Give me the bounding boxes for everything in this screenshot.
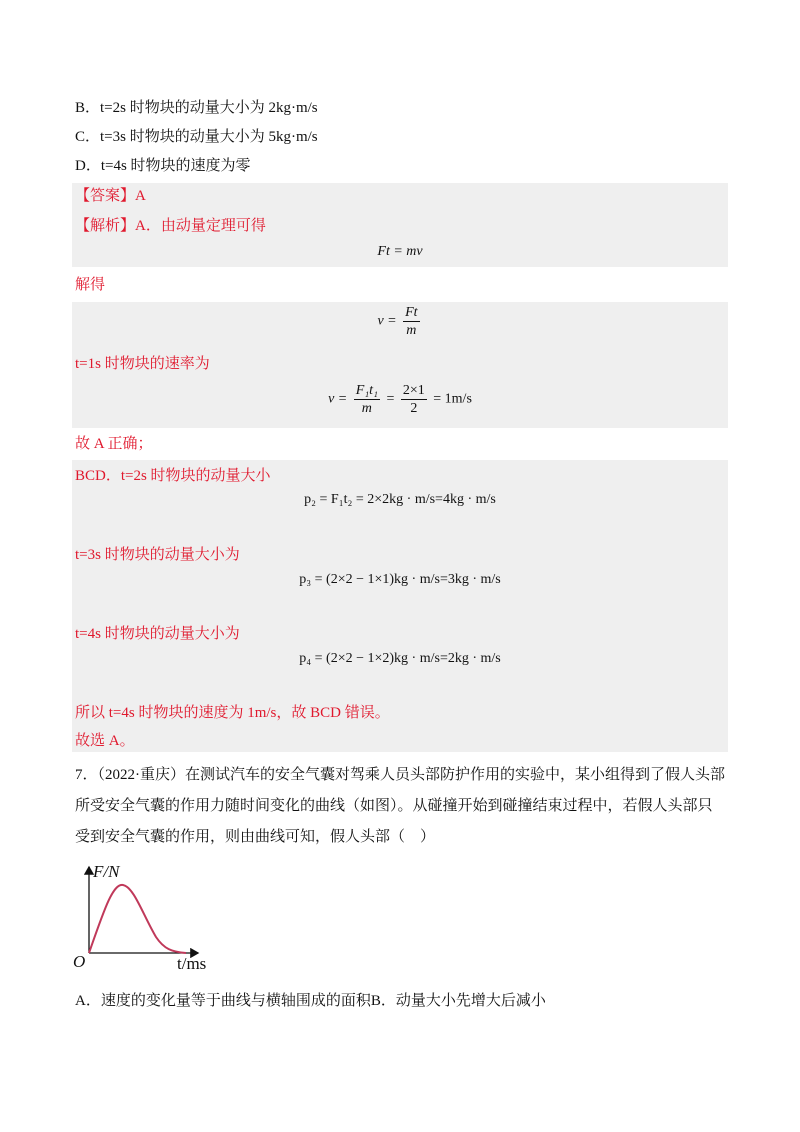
bcd-intro: BCD．t=2s 时物块的动量大小 (75, 468, 271, 484)
equation-p4: p₄ = (2×2 − 1×2)kg · m/s=2kg · m/s (299, 651, 501, 666)
equation-v-ft-over-m: v = $\frac{Ft}{m}$ (377, 305, 418, 338)
force-curve (89, 885, 186, 953)
origin-label: O (73, 952, 86, 971)
analysis-intro: 【解析】A．由动量定理可得 (75, 218, 266, 234)
option-b-text: B．动量大小先增大后减小 (370, 993, 546, 1009)
jiede-label: 解得 (75, 277, 106, 293)
force-time-graph (68, 855, 218, 975)
t1-text: t=1s 时物块的速率为 (75, 356, 210, 372)
answer-label: 【答案】A (75, 188, 146, 204)
equation-p3: p₃ = (2×2 − 1×1)kg · m/s=3kg · m/s (299, 572, 501, 587)
option-a-text: A．速度的变化量等于曲线与横轴围成的面积 (75, 993, 371, 1009)
option-b: B．t=2s 时物块的动量大小为 2kg·m/s (75, 100, 318, 116)
conclusion: 所以 t=4s 时物块的速度为 1m/s，故 BCD 错误。 (75, 705, 390, 721)
t3-text: t=3s 时物块的动量大小为 (75, 547, 240, 563)
a-correct: 故 A 正确； (75, 436, 153, 452)
option-c: C．t=3s 时物块的动量大小为 5kg·m/s (75, 129, 318, 145)
y-axis-label: F/N (93, 862, 120, 881)
t4-text: t=4s 时物块的动量大小为 (75, 626, 240, 642)
question-7-options (75, 991, 727, 1011)
equation-v-1ms: v = $\frac{\text{F₁t₁}}{m}$ = $\frac{2\times 1}{2}$ = 1m/s (328, 383, 472, 416)
x-axis-label: t/ms (177, 954, 207, 973)
question-7-stem: 7．（2022·重庆）在测试汽车的安全气囊对驾乘人员头部防护作用的实验中，某小组得到了假人头部所受安全气囊的作用力随时间变化的曲线（如图）。从碰撞开始到碰撞结束过程中，若假人头部只受到安全气囊的作用，则由曲线可知，假人头部（ ） (75, 767, 725, 845)
equation-p2: p₂ = F₁t₂ = 2×2kg · m/s=4kg · m/s (304, 492, 496, 507)
equation-ft-mv: Ft = mv (377, 244, 423, 259)
choose-a: 故选 A。 (75, 733, 135, 749)
option-d: D．t=4s 时物块的速度为零 (75, 158, 251, 174)
